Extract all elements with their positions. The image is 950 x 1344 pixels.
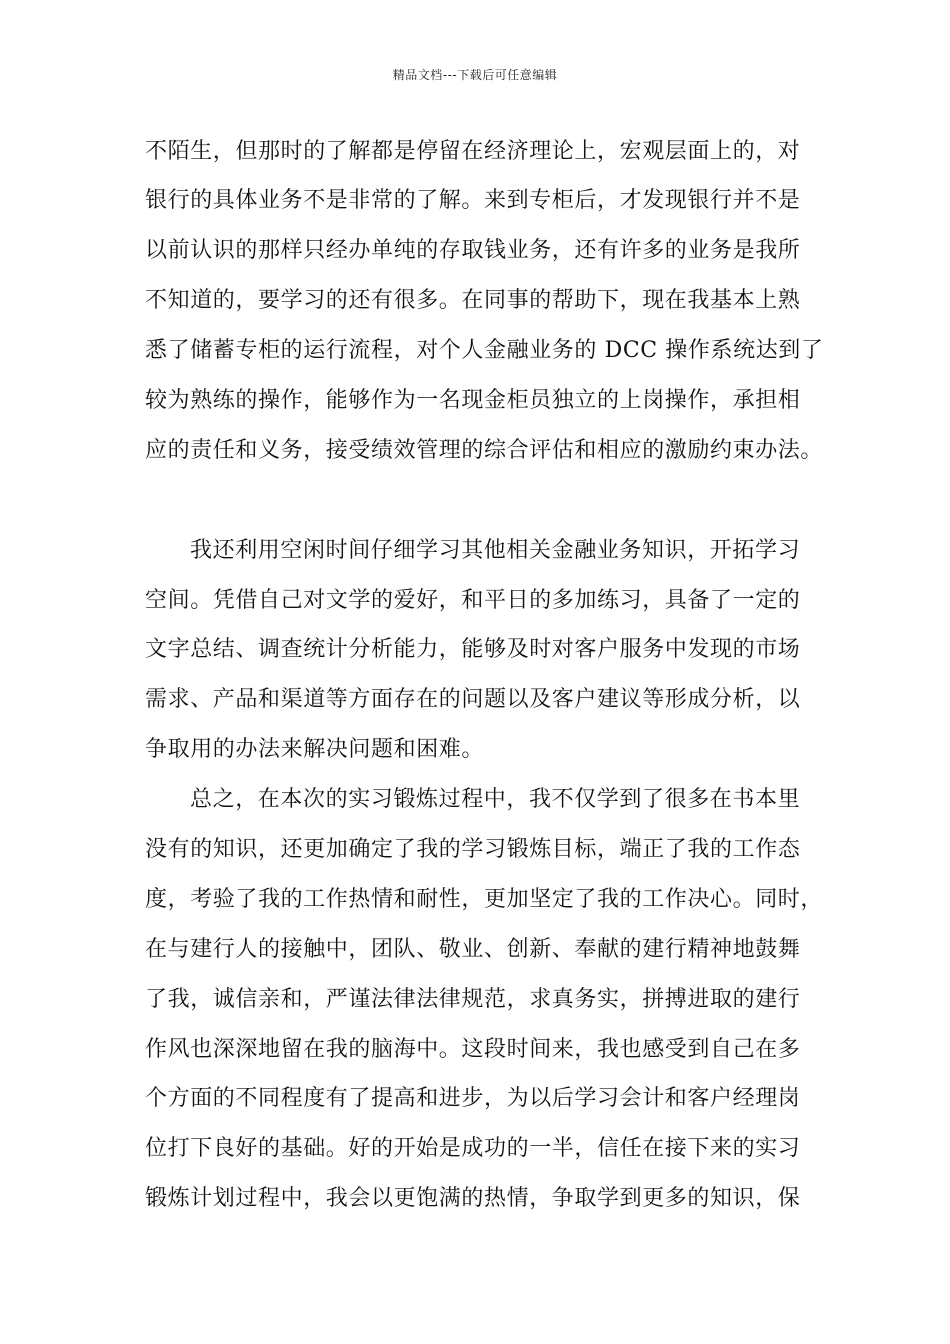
paragraph-3-line-5: 了我，诚信亲和，严谨法律法律规范，求真务实，拼搏进取的建行: [145, 987, 801, 1012]
paragraph-2-line-3: 文字总结、调查统计分析能力，能够及时对客户服务中发现的市场: [145, 637, 801, 662]
paragraph-1-line-5: 悉了储蓄专柜的运行流程，对个人金融业务的 DCC 操作系统达到了: [145, 338, 824, 363]
paragraph-3-line-7: 个方面的不同程度有了提高和进步，为以后学习会计和客户经理岗: [145, 1086, 801, 1111]
page-header: 精品文档---下载后可任意编辑: [392, 68, 558, 82]
paragraph-3-line-4: 在与建行人的接触中，团队、敬业、创新、奉献的建行精神地鼓舞: [145, 937, 801, 962]
paragraph-2-line-1: 我还利用空闲时间仔细学习其他相关金融业务知识，开拓学习: [190, 538, 801, 563]
paragraph-2-line-2: 空间。凭借自己对文学的爱好，和平日的多加练习，具备了一定的: [145, 588, 801, 613]
paragraph-2-line-4: 需求、产品和渠道等方面存在的问题以及客户建议等形成分析，以: [145, 687, 801, 712]
paragraph-1-line-7: 应的责任和义务，接受绩效管理的综合评估和相应的激励约束办法。: [145, 438, 824, 463]
paragraph-3-line-6: 作风也深深地留在我的脑海中。这段时间来，我也感受到自己在多: [145, 1037, 801, 1062]
paragraph-3-line-1: 总之，在本次的实习锻炼过程中，我不仅学到了很多在书本里: [190, 787, 801, 812]
paragraph-2-line-5: 争取用的办法来解决问题和困难。: [145, 737, 485, 762]
paragraph-1-line-3: 以前认识的那样只经办单纯的存取钱业务，还有许多的业务是我所: [145, 238, 801, 263]
paragraph-1-line-6: 较为熟练的操作，能够作为一名现金柜员独立的上岗操作，承担相: [145, 388, 801, 413]
paragraph-1-line-4: 不知道的，要学习的还有很多。在同事的帮助下，现在我基本上熟: [145, 288, 801, 313]
paragraph-3-line-9: 锻炼计划过程中，我会以更饱满的热情，争取学到更多的知识，保: [145, 1186, 801, 1211]
paragraph-3-line-8: 位打下良好的基础。好的开始是成功的一半，信任在接下来的实习: [145, 1136, 801, 1161]
paragraph-3-line-3: 度，考验了我的工作热情和耐性，更加坚定了我的工作决心。同时，: [145, 887, 824, 912]
paragraph-1-line-1: 不陌生，但那时的了解都是停留在经济理论上，宏观层面上的，对: [145, 139, 801, 164]
paragraph-3-line-2: 没有的知识，还更加确定了我的学习锻炼目标，端正了我的工作态: [145, 837, 801, 862]
paragraph-1-line-2: 银行的具体业务不是非常的了解。来到专柜后，才发现银行并不是: [145, 188, 801, 213]
